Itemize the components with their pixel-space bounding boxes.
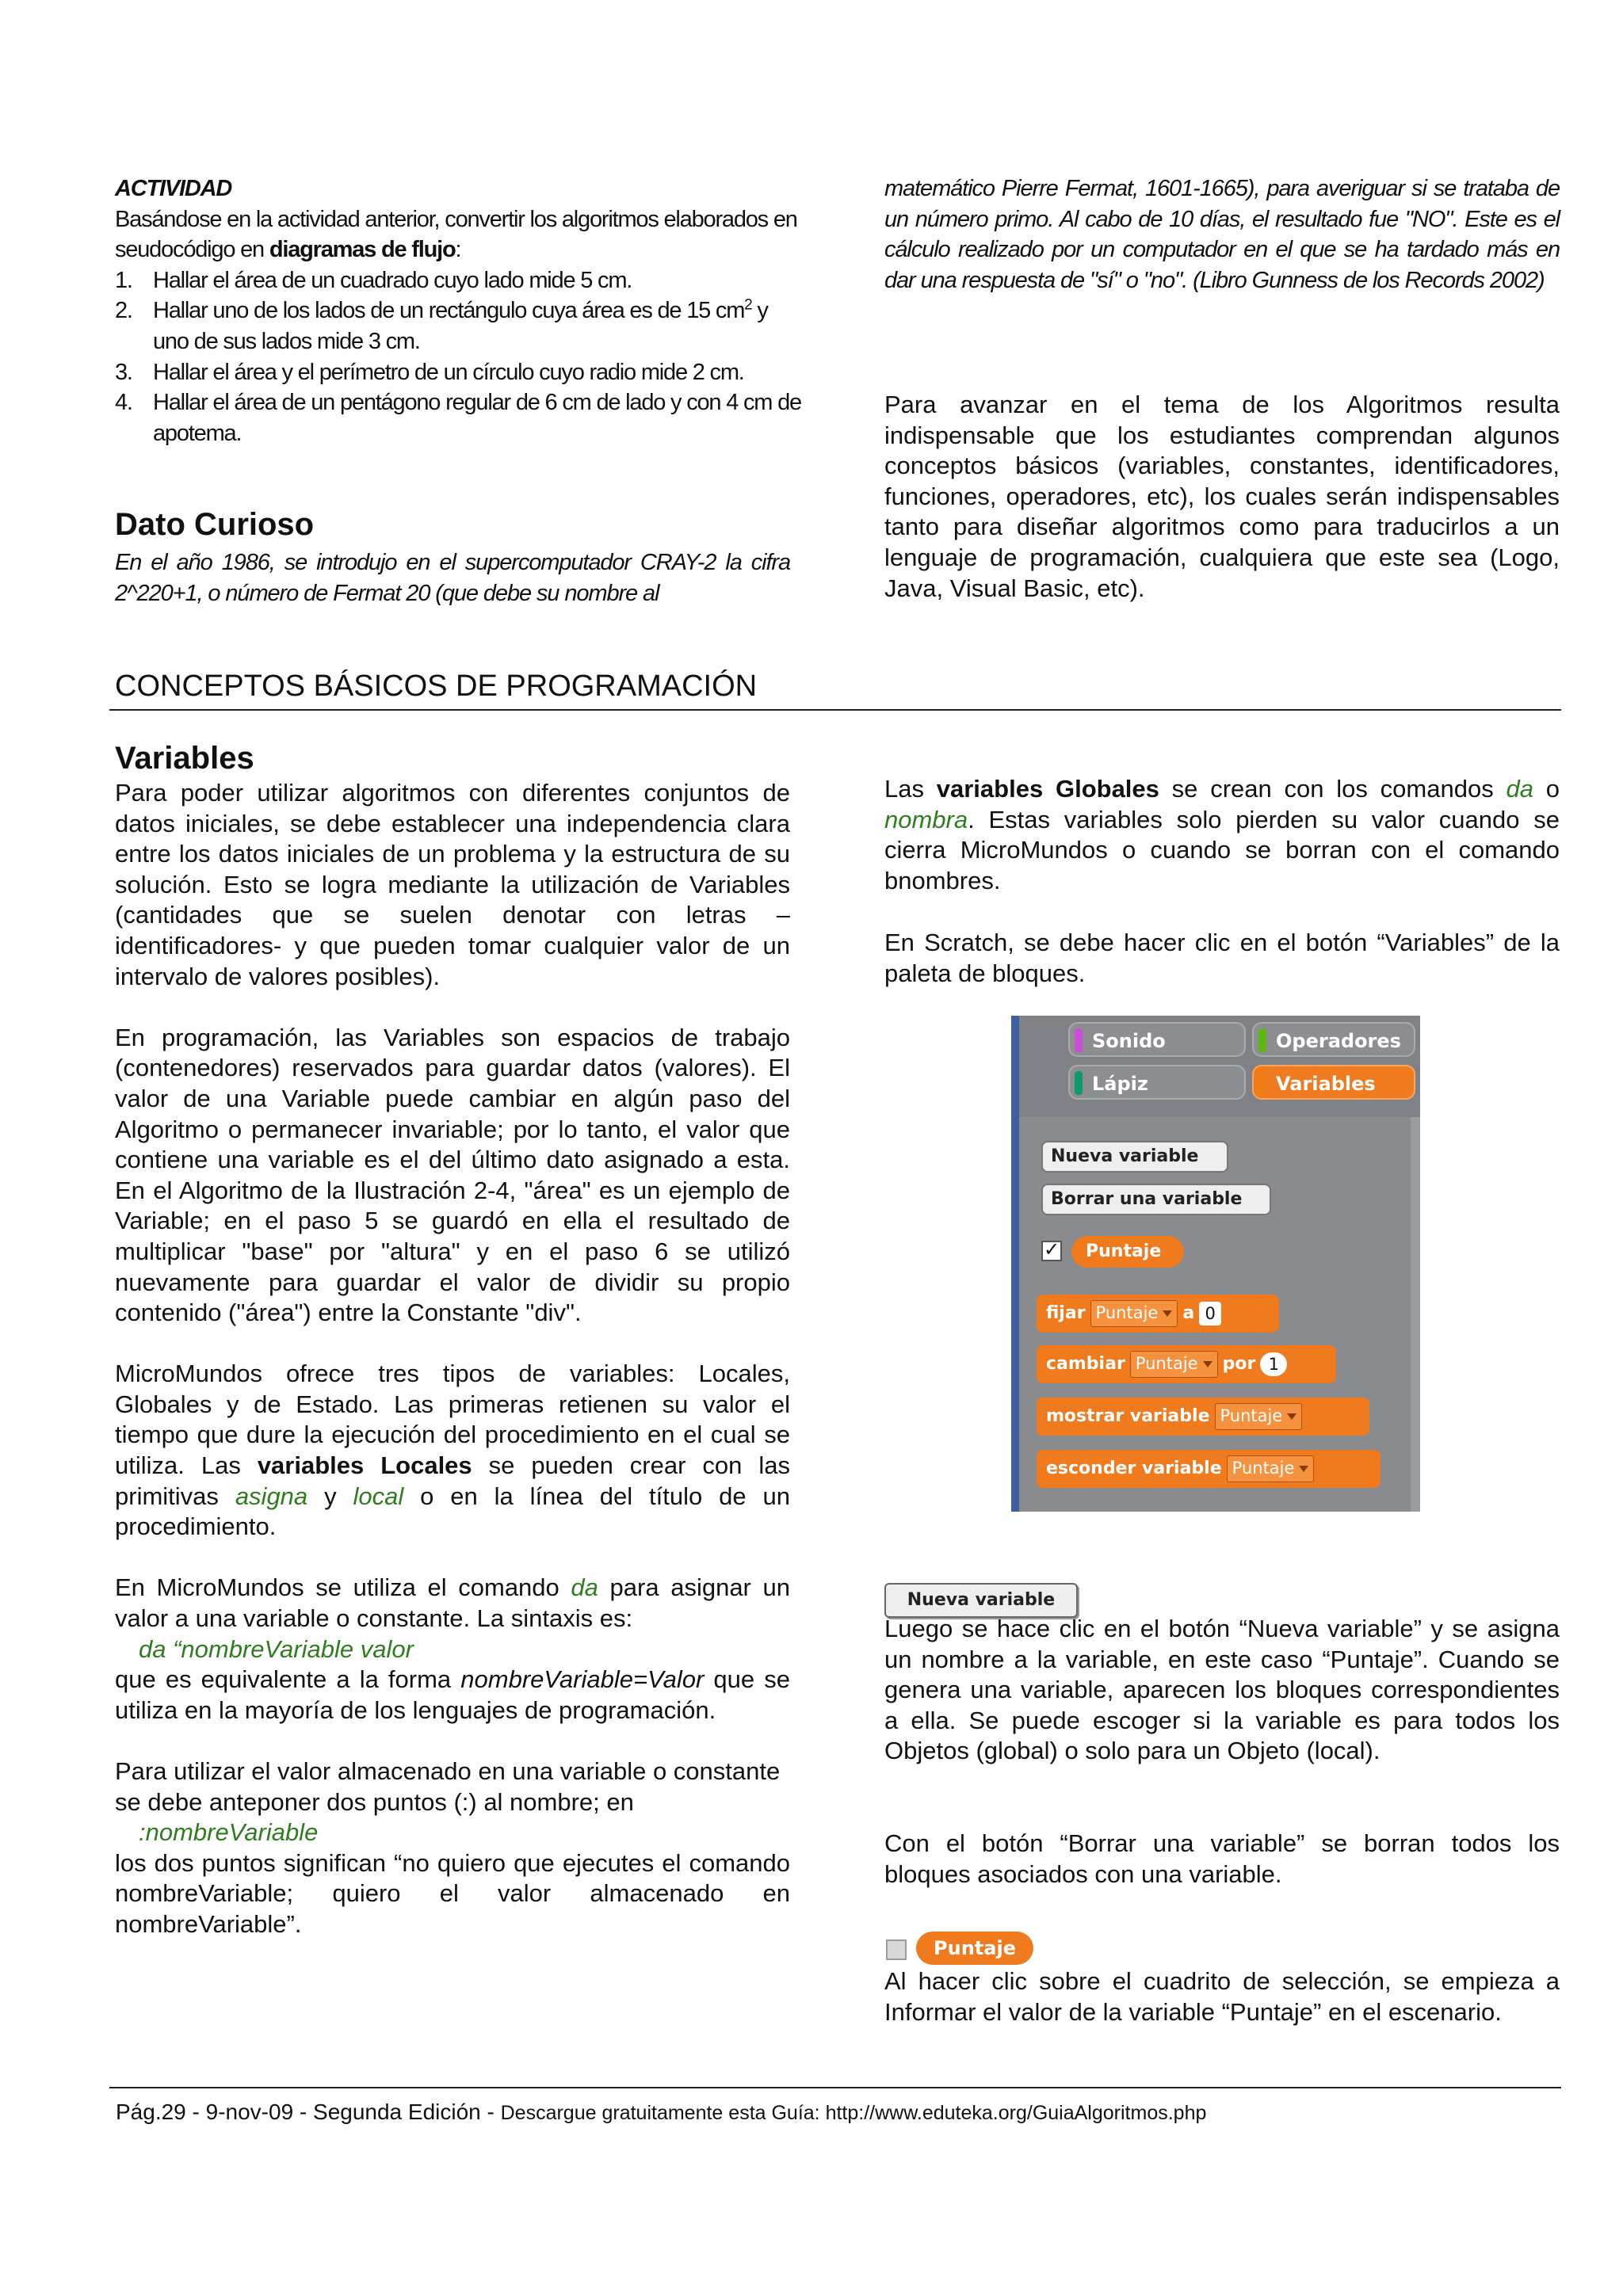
category-color-tab xyxy=(1075,1028,1083,1052)
variables-p5-cont: los dos puntos significan “no quiero que ejecutes el comando nombreVariable; quiero el valor almacenado en nombreVariable”. xyxy=(115,1848,790,1938)
new-variable-button[interactable]: Nueva variable xyxy=(1041,1141,1228,1173)
borrar-paragraph: Con el botón “Borrar una variable” se borran todos los bloques asociados con una variable. xyxy=(884,1829,1560,1888)
variable-checkbox[interactable]: ✓ xyxy=(1041,1241,1062,1261)
list-item: 4. Hallar el área de un pentágono regular de 6 cm de lado y con 4 cm de apotema. xyxy=(115,390,801,446)
curioso-title: Dato Curioso xyxy=(115,507,315,542)
variables-p5: Para utilizar el valor almacenado en una variable o constante se debe anteponer dos puntos (:) al nombre; en xyxy=(115,1757,781,1816)
al-hacer-paragraph: Al hacer clic sobre el cuadrito de selección, se empieza a Informar el valor de la variable “Puntaje” en el escenario. xyxy=(884,1967,1560,2026)
variables-p1: Para poder utilizar algoritmos con diferentes conjuntos de datos iniciales, se debe establecer una independencia clara entre los datos iniciales de un problema y la estructura de su solución. Esto se logra mediante la utilización de Variables (cantidades que se suelen denotar con letras –identificadores- y que pueden tomar cualquier valor de un intervalo de valores posibles). xyxy=(115,779,790,990)
delete-variable-button[interactable]: Borrar una variable xyxy=(1041,1184,1271,1215)
variable-dropdown[interactable]: Puntaje xyxy=(1130,1351,1218,1378)
block-hide-variable[interactable]: esconder variable Puntaje xyxy=(1037,1450,1381,1488)
activity-title: ACTIVIDAD xyxy=(115,176,232,201)
category-color-tab xyxy=(1075,1071,1083,1095)
variable-dropdown[interactable]: Puntaje xyxy=(1227,1455,1315,1482)
section-divider xyxy=(109,709,1561,711)
variables-p3: MicroMundos ofrece tres tipos de variables: Locales, Globales y de Estado. Las primeras retienen su valor el tiempo que dure la ejecución del procedimiento en el cual se utiliza. Las variables Locales se pueden crear con las primitivas asigna y local o en la línea del título de un procedimiento. xyxy=(115,1360,791,1541)
curioso-text-right: matemático Pierre Fermat, 1601-1665), para averiguar si se trataba de un número primo. Al cabo de 10 días, el resultado fue "NO". Este es el cálculo realizado por un computador en el que se ha tardado más en dar una respuesta de "sí" o "no". (Libro Gunness de los Records 2002) xyxy=(884,176,1560,293)
value-input[interactable]: 1 xyxy=(1260,1352,1287,1376)
luego-paragraph: Luego se hace clic en el botón “Nueva variable” y se asigna un nombre a la variable, en este caso “Puntaje”. Cuando se genera una variable, aparecen los bloques correspondientes a ella. Se puede escoger si la variable es para todos los Objetos (global) o solo para un Objeto (local). xyxy=(884,1615,1560,1765)
variables-column xyxy=(115,778,790,1940)
variables-p2: En programación, las Variables son espacios de trabajo (contenedores) reservados para guardar datos (valores). El valor de una Variable puede cambiar en algún paso del Algoritmo o permanecer invariable; por lo tanto, el valor que contiene una variable es el del último dato asignado a esta. En el Algoritmo de la Ilustración 2-4, "área" es un ejemplo de Variable; en el paso 5 se guardó en ella el resultado de multiplicar "base" por "altura" y en el paso 6 se utilizó nuevamente para guardar el valor de dividir su propio contenido ("área") entre la Constante "div". xyxy=(115,1023,790,1327)
category-sonido[interactable]: Sonido xyxy=(1068,1022,1246,1057)
activity-intro: Basándose en la actividad anterior, convertir los algoritmos elaborados en seudocódigo en diagramas de flujo: xyxy=(115,206,797,263)
category-color-tab xyxy=(1258,1028,1266,1052)
intro-paragraph: Para avanzar en el tema de los Algoritmos resulta indispensable que los estudiantes comprendan algunos conceptos básicos (variables, constantes, identificadores, funciones, operadores, etc), los cuales serán indispensables tanto para diseñar algoritmos como para traducirlos a un lenguaje de programación, cualquiera que este sea (Logo, Java, Visual Basic, etc). xyxy=(884,391,1560,602)
section-title: CONCEPTOS BÁSICOS DE PROGRAMACIÓN xyxy=(115,669,758,703)
category-color-tab xyxy=(1258,1071,1266,1095)
category-lapiz[interactable]: Lápiz xyxy=(1068,1065,1246,1100)
variable-dropdown[interactable]: Puntaje xyxy=(1090,1300,1178,1327)
block-show-variable[interactable]: mostrar variable Puntaje xyxy=(1037,1398,1369,1436)
variable-checkbox[interactable] xyxy=(886,1939,907,1960)
variable-reporter-puntaje[interactable]: Puntaje xyxy=(916,1932,1033,1965)
list-item: 3. Hallar el área y el perímetro de un círculo cuyo radio mide 2 cm. xyxy=(115,359,744,385)
variables-p4-cont: que es equivalente a la forma nombreVariable=Valor que se utiliza en la mayoría de los lenguajes de programación. xyxy=(115,1665,790,1724)
syntax-da: da “nombreVariable valor xyxy=(139,1634,414,1663)
globales-paragraph: Las variables Globales se crean con los comandos da o nombra. Estas variables solo pierden su valor cuando se cierra MicroMundos o cuando se borran con el comando bnombres. xyxy=(884,775,1560,894)
syntax-colon: :nombreVariable xyxy=(139,1818,319,1847)
page-footer: Pág.29 - 9-nov-09 - Segunda Edición - Descargue gratuitamente esta Guía: http://www.eduteka.org/GuiaAlgoritmos.php xyxy=(116,2100,1207,2124)
block-change-variable[interactable]: cambiar Puntaje por 1 xyxy=(1037,1345,1336,1383)
list-item: 1. Hallar el área de un cuadrado cuyo lado mide 5 cm. xyxy=(115,267,632,293)
curioso-text-left: En el año 1986, se introdujo en el supercomputador CRAY-2 la cifra 2^220+1, o número de Fermat 20 (que debe su nombre al xyxy=(115,550,790,606)
footer-divider xyxy=(109,2087,1561,2088)
category-variables[interactable]: Variables xyxy=(1252,1065,1415,1100)
category-operadores[interactable]: Operadores xyxy=(1252,1022,1415,1057)
scratch-paragraph: En Scratch, se debe hacer clic en el botón “Variables” de la paleta de bloques. xyxy=(884,929,1560,987)
variable-dropdown[interactable]: Puntaje xyxy=(1215,1403,1303,1430)
variables-p4: En MicroMundos se utiliza el comando da para asignar un valor a una variable o constante. La sintaxis es: xyxy=(115,1573,790,1633)
scratch-block-palette xyxy=(1011,1016,1420,1512)
variables-title: Variables xyxy=(115,741,254,776)
list-item: 2. Hallar uno de los lados de un rectángulo cuya área es de 15 $cm^2$ y uno de sus lados mide 3 cm. xyxy=(115,296,768,354)
activity-block xyxy=(115,174,804,448)
new-variable-button-image[interactable]: Nueva variable xyxy=(884,1583,1078,1618)
footer-link-text: Descargue gratuitamente esta Guía: http://www.eduteka.org/GuiaAlgoritmos.php xyxy=(500,2102,1207,2124)
activity-list xyxy=(115,265,804,449)
variable-reporter-puntaje[interactable]: Puntaje xyxy=(1071,1236,1184,1268)
block-set-variable[interactable]: fijar Puntaje a 0 xyxy=(1037,1295,1279,1333)
value-input[interactable]: 0 xyxy=(1199,1302,1221,1325)
